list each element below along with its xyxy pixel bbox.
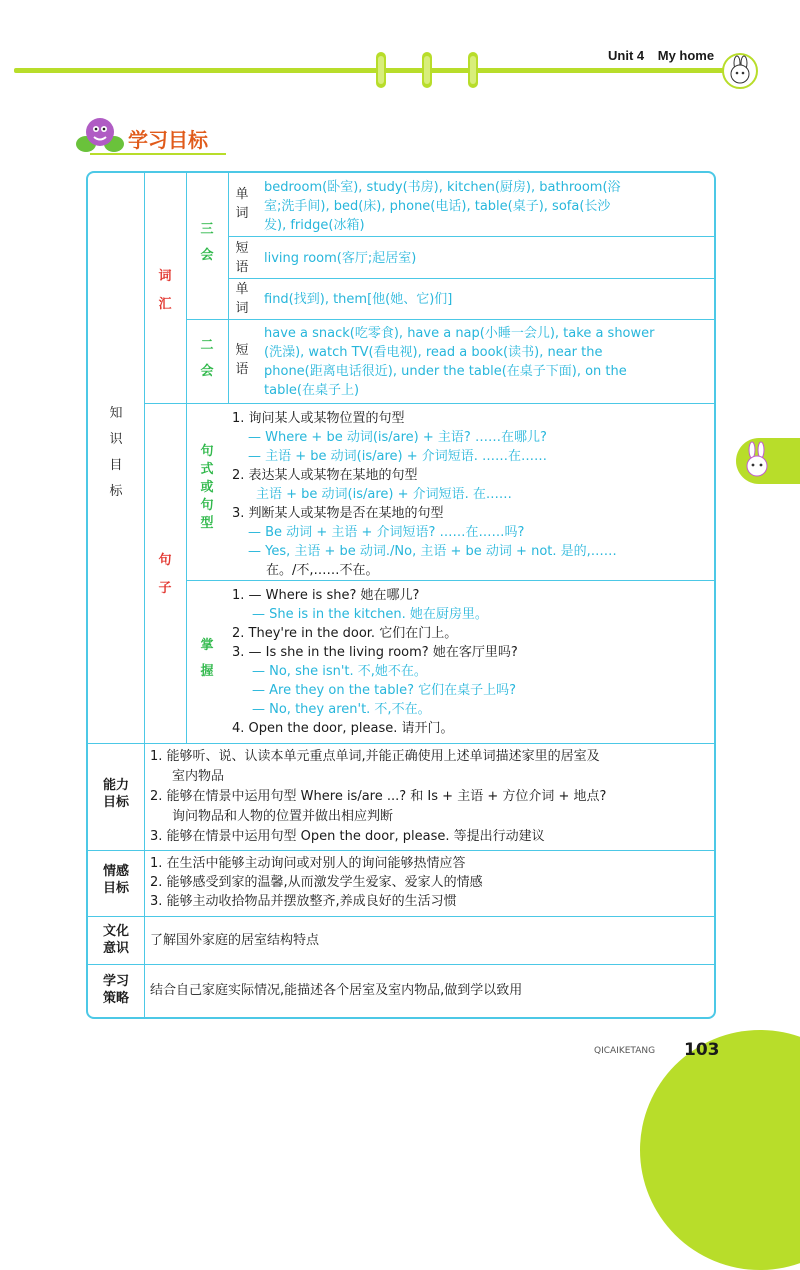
strategy-text: 结合自己家庭实际情况,能描述各个居室及室内物品,做到学以致用: [150, 983, 523, 998]
section-title: 学习目标: [128, 128, 208, 152]
binder-clip-icon: [422, 52, 432, 88]
binder-clip-icon: [376, 52, 386, 88]
vocab-text: table(在桌子上): [264, 383, 360, 398]
pattern-line: — Where + be 动词(is/are) + 主语? ……在哪儿?: [248, 430, 547, 445]
objectives-table: [86, 171, 716, 1019]
knowledge-label: 知识目标: [109, 406, 123, 499]
page-number: 103: [684, 1040, 720, 1060]
vocab-text: bedroom(卧室), study(书房), kitchen(厨房), bathroom(浴: [264, 180, 621, 195]
culture-label: 文化意识: [102, 924, 129, 956]
sentence-label: 句子: [158, 553, 172, 596]
pattern-line: 在。/不,……不在。: [266, 563, 379, 578]
title-underline: [90, 153, 226, 155]
brand-footer: QICAIKETANG: [594, 1046, 656, 1056]
word-label: 单词: [235, 187, 249, 221]
emotion-line: 1. 在生活中能够主动询问或对别人的询问能够热情应答: [150, 856, 466, 871]
master-line: 3. — Is she in the living room? 她在客厅里吗?: [232, 645, 518, 660]
vocab-text: 发), fridge(冰箱): [264, 218, 365, 233]
word-label: 单词: [235, 282, 249, 316]
header-rule: [14, 68, 726, 73]
bunny-tab-icon: [740, 441, 774, 481]
pattern-line: 1. 询问某人或某物位置的句型: [232, 411, 405, 426]
master-line: 1. — Where is she? 她在哪儿?: [232, 588, 420, 603]
three-skills-label: 三会: [200, 222, 214, 263]
phrase-label: 短语: [235, 343, 249, 377]
binder-clip-icon: [468, 52, 478, 88]
ability-line: 询问物品和人物的位置并做出相应判断: [172, 809, 394, 824]
master-line: — Are they on the table? 它们在桌子上吗?: [252, 683, 517, 698]
emotion-line: 3. 能够主动收拾物品并摆放整齐,养成良好的生活习惯: [150, 894, 457, 909]
pattern-line: 2. 表达某人或某物在某地的句型: [232, 468, 418, 483]
two-skills-label: 二会: [200, 338, 214, 379]
master-label: 掌握: [200, 638, 214, 679]
emotion-label: 情感目标: [102, 864, 129, 896]
master-line: — She is in the kitchen. 她在厨房里。: [252, 607, 488, 622]
culture-text: 了解国外家庭的居室结构特点: [150, 933, 320, 948]
mascot-flower-icon: [76, 114, 124, 154]
vocab-text: 室;洗手间), bed(床), phone(电话), table(桌子), sofa(长沙: [264, 199, 611, 214]
vocab-text: phone(距离电话很近), under the table(在桌子下面), on the: [264, 364, 627, 379]
side-tab: [736, 438, 800, 484]
unit-number: Unit 4: [608, 48, 645, 63]
corner-decoration: [640, 1030, 800, 1270]
vocab-text: have a snack(吃零食), have a nap(小睡一会儿), take a shower: [264, 326, 655, 341]
vocab-label: 词汇: [158, 269, 172, 312]
unit-title: My home: [657, 48, 715, 63]
vocab-text: living room(客厅;起居室): [264, 251, 417, 266]
bunny-mascot-icon: [722, 53, 758, 89]
ability-line: 1. 能够听、说、认读本单元重点单词,并能正确使用上述单词描述家里的居室及: [150, 749, 600, 764]
vocab-text: find(找到), them[他(她、它)们]: [264, 292, 453, 307]
phrase-label: 短语: [235, 241, 249, 275]
pattern-line: — Be 动词 + 主语 + 介词短语? ……在……吗?: [248, 525, 525, 540]
unit-header: [608, 48, 714, 63]
master-line: 2. They're in the door. 它们在门上。: [232, 626, 458, 641]
vocab-text: (洗澡), watch TV(看电视), read a book(读书), near the: [264, 345, 603, 360]
pattern-label: 句式或句型: [200, 444, 214, 531]
emotion-line: 2. 能够感受到家的温馨,从而激发学生爱家、爱家人的情感: [150, 875, 483, 890]
pattern-line: 主语 + be 动词(is/are) + 介词短语. 在……: [256, 487, 512, 502]
ability-line: 室内物品: [172, 769, 225, 784]
pattern-line: — 主语 + be 动词(is/are) + 介词短语. ……在……: [248, 449, 548, 464]
pattern-line: — Yes, 主语 + be 动词./No, 主语 + be 动词 + not. 是的,……: [248, 544, 617, 559]
ability-line: 2. 能够在情景中运用句型 Where is/are ...? 和 Is + 主语 + 方位介词 + 地点?: [150, 789, 607, 804]
ability-label: 能力目标: [102, 778, 129, 810]
master-line: 4. Open the door, please. 请开门。: [232, 721, 454, 736]
strategy-label: 学习策略: [102, 974, 129, 1006]
pattern-line: 3. 判断某人或某物是否在某地的句型: [232, 506, 444, 521]
ability-line: 3. 能够在情景中运用句型 Open the door, please. 等提出行动建议: [150, 829, 545, 844]
master-line: — No, she isn't. 不,她不在。: [252, 664, 427, 679]
master-line: — No, they aren't. 不,不在。: [252, 702, 431, 717]
